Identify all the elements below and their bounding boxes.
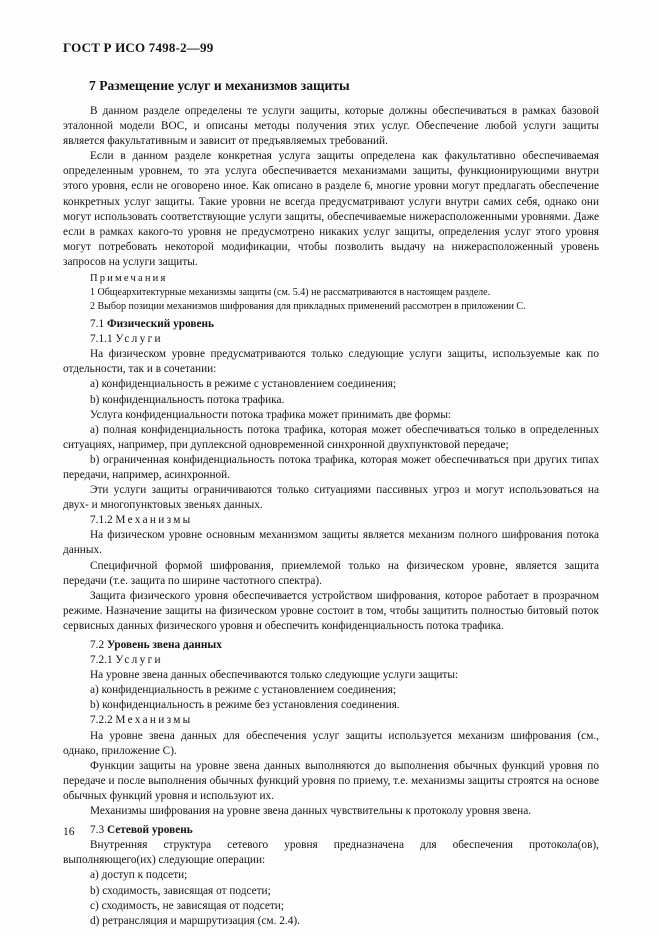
list-item: a) доступ к подсети; xyxy=(90,869,188,882)
subsection-7-1-heading xyxy=(90,317,599,332)
subsection-title: Услуги xyxy=(115,333,163,346)
list-item: b) конфиденциальность в режиме без установления соединения. xyxy=(90,699,400,712)
paragraph: На уровне звена данных обеспечиваются только следующие услуги защиты: xyxy=(90,669,459,682)
section-title: 7 Размещение услуг и механизмов защиты xyxy=(89,78,350,93)
subsection-number: 7.1.1 xyxy=(90,333,113,346)
subsection-title: Механизмы xyxy=(115,714,193,727)
subsection-7-3-heading xyxy=(90,823,599,838)
subsection-7-2-2-heading xyxy=(90,713,599,728)
subsection-number: 7.2.2 xyxy=(90,714,113,727)
subsection-title: Сетевой уровень xyxy=(106,824,193,837)
subsection-7-2-1-heading xyxy=(90,653,599,668)
subsection-number: 7.1.2 xyxy=(90,514,113,527)
subsection-title: Физический уровень xyxy=(106,318,214,331)
intro-paragraph-2: Если в данном разделе конкретная услуга защиты определена как факультативно обеспечиваемая определенным уровнем, то эта услуга обеспечивается механизмами защиты, функционирующими внутри этого уровня, если не оговорено иное. Как описано в разделе 6, многие уровни могут предлагать обеспечение конкретных услуг защиты. Такие уровни не всегда предусматривают услуги внутри самих себя, однако они могут использовать соответствующие услуги защиты, обеспечиваемые нижерасположенными уровнями. Даже если в рамках какого-то уровня не предусмотрено никаких услуг защиты, определения услуг этого уровня могут потребовать некоторой модификации, чтобы позволить выдачу на нижерасположенный уровень запросов на услуги защиты. xyxy=(63,150,599,268)
subsection-number: 7.3 xyxy=(90,824,105,837)
list-item: a) конфиденциальность в режиме с установлением соединения; xyxy=(90,684,397,697)
paragraph: Защита физического уровня обеспечивается устройством шифрования, которое работает в прозрачном режиме. Назначение защиты на физическом уровне состоит в том, чтобы защитить полностью битовый поток сервисных данных физического уровня и обеспечить конфиденциальность потока трафика. xyxy=(63,589,599,632)
paragraph: Эти услуги защиты ограничиваются только ситуациями пассивных угроз и могут использоваться на двух- и многопунктовых звеньях данных. xyxy=(63,484,599,512)
paragraph: На физическом уровне предусматриваются только следующие услуги защиты, используемые как по отдельности, так и в сочетании: xyxy=(63,348,599,376)
subsection-7-1-1-heading xyxy=(90,332,599,347)
paragraph: Внутренняя структура сетевого уровня предназначена для обеспечения протокола(ов), выполняющего(их) следующие операции: xyxy=(63,839,599,867)
notes-heading: Примечания xyxy=(90,273,168,285)
subsection-7-1-2-heading xyxy=(90,513,599,528)
list-item: a) конфиденциальность в режиме с установлением соединения; xyxy=(90,378,397,391)
list-item: b) конфиденциальность потока трафика. xyxy=(90,393,285,406)
note-2: 2 Выбор позиции механизмов шифрования для прикладных применений рассмотрен в приложении С. xyxy=(90,300,526,312)
subsection-7-2-heading xyxy=(90,638,599,653)
paragraph: Механизмы шифрования на уровне звена данных чувствительны к протоколу уровня звена. xyxy=(90,805,532,818)
subsection-title: Механизмы xyxy=(115,514,193,527)
paragraph: Услуга конфиденциальности потока трафика может принимать две формы: xyxy=(90,408,452,421)
subsection-title: Услуги xyxy=(115,654,163,667)
subsection-number: 7.2.1 xyxy=(90,654,113,667)
page-number: 16 xyxy=(63,826,75,838)
paragraph: На физическом уровне основным механизмом защиты является механизм полного шифрования потока данных. xyxy=(63,529,599,557)
paragraph: На уровне звена данных для обеспечения услуг защиты используется механизм шифрования (см., однако, приложение С). xyxy=(63,729,599,757)
page-content xyxy=(63,40,599,929)
intro-paragraph-1: В данном разделе определены те услуги защиты, которые должны обеспечиваться в рамках базовой эталонной модели ВОС, и описаны методы получения этих услуг. Обеспечение любой услуги защиты является факультативным и зависит от предъявляемых требований. xyxy=(63,105,599,148)
list-item: b) сходимость, зависящая от подсети; xyxy=(90,884,271,897)
paragraph: Функции защиты на уровне звена данных выполняются до выполнения обычных функций уровня по передаче и после выполнения обычных функций уровня по приему, т.е. механизмы защиты строятся на основе обычных функций уровня и используют их. xyxy=(63,759,599,802)
list-item: c) сходимость, не зависящая от подсети; xyxy=(90,899,284,912)
subsection-title: Уровень звена данных xyxy=(106,639,222,651)
list-item: b) ограниченная конфиденциальность потока трафика, которая может обеспечиваться при других типах передачи, например, асинхронной. xyxy=(63,453,599,481)
subsection-number: 7.2 xyxy=(90,639,105,651)
standard-header: ГОСТ Р ИСО 7498-2—99 xyxy=(63,40,214,55)
note-1: 1 Общеархитектурные механизмы защиты (см. 5.4) не рассматриваются в настоящем разделе. xyxy=(90,287,491,299)
subsection-number: 7.1 xyxy=(90,318,105,331)
list-item: d) ретрансляция и маршрутизация (см. 2.4). xyxy=(90,914,300,927)
paragraph: Специфичной формой шифрования, приемлемой только на физическом уровне, является защита передачи (т.е. защита по ширине частотного спектра). xyxy=(63,559,599,587)
list-item: a) полная конфиденциальность потока трафика, которая может обеспечиваться только в определенных ситуациях, например, при дуплексной одновременной синхронной двухпунктовой передаче; xyxy=(63,423,599,451)
